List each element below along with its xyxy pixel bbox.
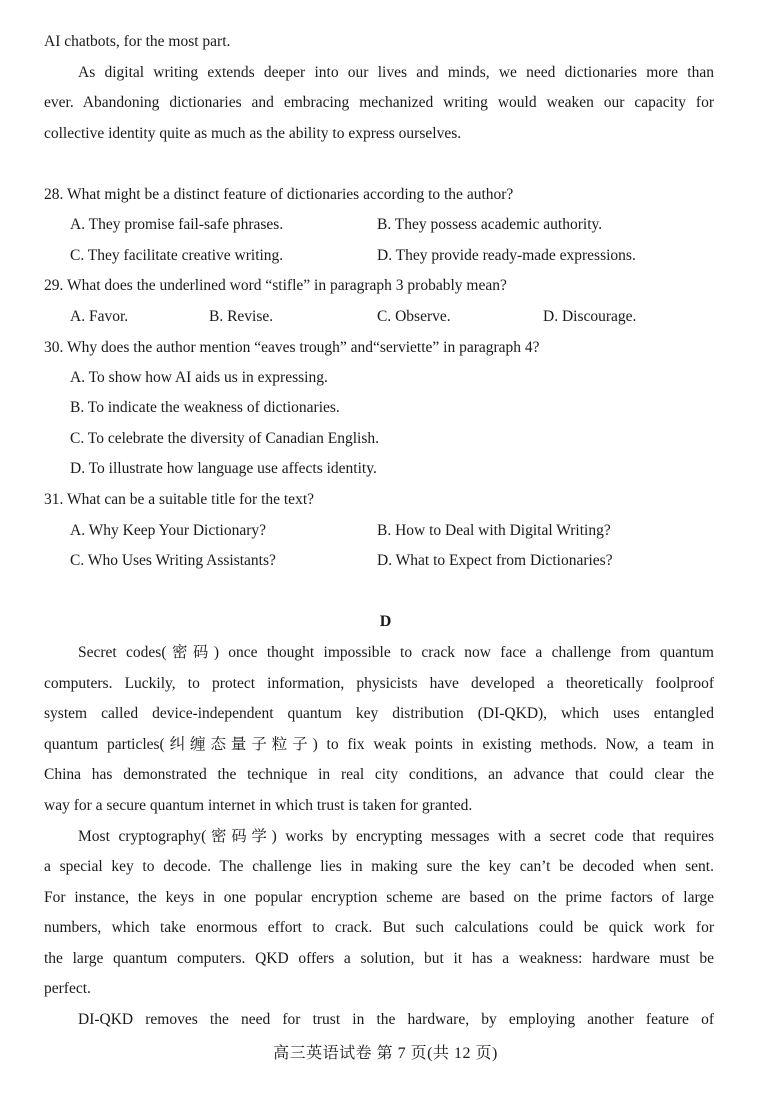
question-30-option-c: C. To celebrate the diversity of Canadian English.	[70, 430, 379, 447]
question-31-option-a: A. Why Keep Your Dictionary?	[70, 522, 267, 539]
passage-d-p1-line-2: computers. Luckily, to protect information, physicists have developed a theoretically foolproof	[44, 675, 714, 692]
question-29-option-b: B. Revise.	[209, 308, 274, 325]
question-30-stem: 30. Why does the author mention “eaves trough” and“serviette” in paragraph 4?	[44, 339, 540, 356]
passage-d-p1-line-1: Secret codes(密码) once thought impossible to crack now face a challenge from quantum	[78, 644, 714, 661]
question-29-option-c: C. Observe.	[377, 308, 451, 325]
page-footer: 高三英语试卷 第 7 页(共 12 页)	[273, 1045, 498, 1062]
passage-d-p2-line-2: a special key to decode. The challenge lies in making sure the key can’t be decoded when sent.	[44, 858, 714, 875]
passage-d-p2-line-1: Most cryptography(密码学) works by encrypting messages with a secret code that requires	[78, 828, 714, 845]
passage-d-heading: D	[379, 613, 392, 630]
question-28-option-a: A. They promise fail-safe phrases.	[70, 216, 284, 233]
passage-c-closing-line: AI chatbots, for the most part.	[44, 33, 231, 50]
passage-c-last-paragraph-line-1: As digital writing extends deeper into our lives and minds, we need dictionaries more than	[78, 64, 714, 81]
question-30-option-a: A. To show how AI aids us in expressing.	[70, 369, 328, 386]
question-28-option-c: C. They facilitate creative writing.	[70, 247, 284, 264]
question-31-option-b: B. How to Deal with Digital Writing?	[377, 522, 611, 539]
question-29-option-a: A. Favor.	[70, 308, 129, 325]
question-28-option-d: D. They provide ready-made expressions.	[377, 247, 636, 264]
question-30-option-d: D. To illustrate how language use affects identity.	[70, 460, 377, 477]
question-28-option-b: B. They possess academic authority.	[377, 216, 603, 233]
question-29-stem: 29. What does the underlined word “stifle” in paragraph 3 probably mean?	[44, 277, 507, 294]
passage-c-last-paragraph-line-3: collective identity quite as much as the ability to express ourselves.	[44, 125, 462, 142]
passage-d-p2-line-6: perfect.	[44, 980, 91, 997]
passage-d-p1-line-6: way for a secure quantum internet in which trust is taken for granted.	[44, 797, 473, 814]
passage-d-p2-line-3: For instance, the keys in one popular encryption scheme are based on the prime factors of large	[44, 889, 714, 906]
question-28-stem: 28. What might be a distinct feature of dictionaries according to the author?	[44, 186, 514, 203]
passage-d-p1-line-5: China has demonstrated the technique in real city conditions, an advance that could clear the	[44, 766, 714, 783]
question-31-option-c: C. Who Uses Writing Assistants?	[70, 552, 276, 569]
question-31-option-d: D. What to Expect from Dictionaries?	[377, 552, 613, 569]
passage-c-last-paragraph-line-2: ever. Abandoning dictionaries and embracing mechanized writing would weaken our capacity for	[44, 94, 714, 111]
passage-d-p1-line-4: quantum particles(纠缠态量子粒子) to fix weak points in existing methods. Now, a team in	[44, 736, 714, 753]
passage-d-p3-line-1: DI-QKD removes the need for trust in the hardware, by employing another feature of	[78, 1011, 714, 1028]
passage-d-p2-line-5: the large quantum computers. QKD offers a solution, but it has a weakness: hardware must be	[44, 950, 714, 967]
question-30-option-b: B. To indicate the weakness of dictionaries.	[70, 399, 340, 416]
question-31-stem: 31. What can be a suitable title for the text?	[44, 491, 315, 508]
question-29-option-d: D. Discourage.	[543, 308, 637, 325]
passage-d-p2-line-4: numbers, which take enormous effort to crack. But such calculations could be quick work for	[44, 919, 714, 936]
passage-d-p1-line-3: system called device-independent quantum key distribution (DI-QKD), which uses entangled	[44, 705, 714, 722]
